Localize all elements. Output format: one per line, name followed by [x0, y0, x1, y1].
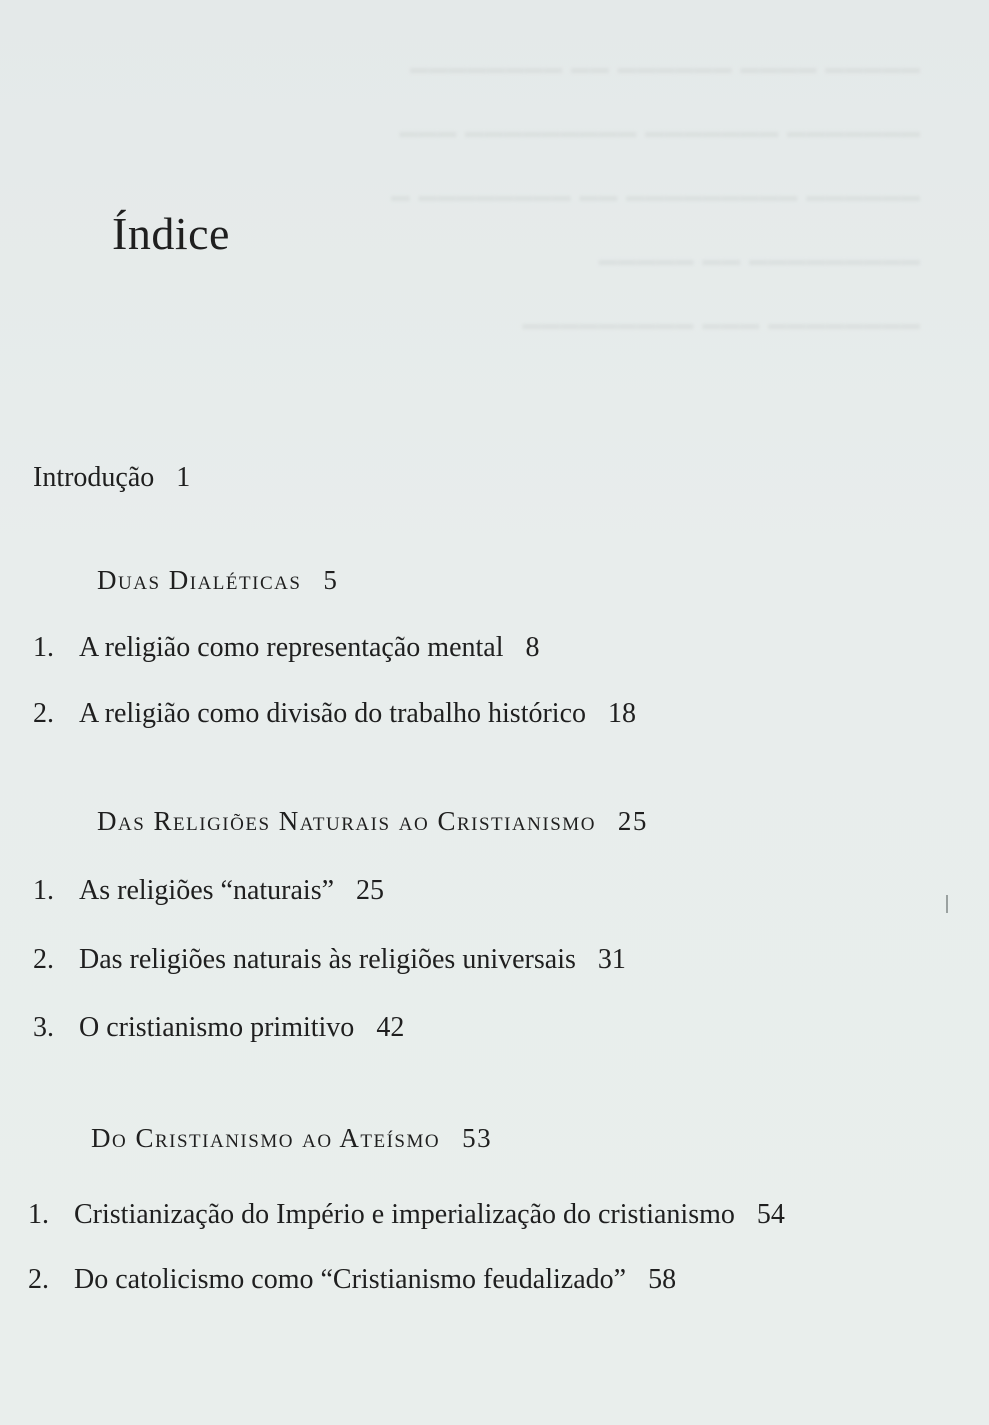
item-page: 31 [597, 944, 626, 975]
section-page: 53 [462, 1123, 493, 1153]
item-label: O cristianismo primitivo [79, 1012, 355, 1043]
item-page: 25 [356, 875, 385, 906]
item-page: 42 [376, 1012, 405, 1043]
toc-item[interactable] [33, 873, 384, 909]
section-title: Do Cristianismo ao Ateísmo [91, 1123, 441, 1153]
toc-item[interactable] [28, 1262, 676, 1298]
toc-item[interactable] [33, 1010, 404, 1046]
toc-intro-page: 1 [176, 462, 191, 493]
page-edge-mark [946, 895, 948, 913]
item-page: 8 [525, 632, 540, 663]
item-number: 2. [28, 1264, 49, 1295]
toc-item[interactable] [33, 630, 539, 666]
item-number: 1. [33, 632, 54, 663]
item-page: 18 [608, 698, 637, 729]
item-label: A religião como divisão do trabalho histórico [79, 698, 587, 729]
item-number: 1. [33, 875, 54, 906]
item-label: Das religiões naturais às religiões universais [79, 944, 576, 975]
toc-intro[interactable] [33, 460, 190, 496]
toc-item[interactable] [28, 1197, 785, 1233]
item-label: A religião como representação mental [79, 632, 504, 663]
page-title: Índice [112, 208, 230, 259]
item-number: 3. [33, 1012, 54, 1043]
item-number: 2. [33, 698, 54, 729]
toc-section-heading[interactable] [91, 1120, 492, 1156]
item-label: As religiões “naturais” [79, 875, 335, 906]
item-page: 54 [756, 1199, 785, 1230]
bleed-through-texture: ━━━━━ ━━━━ ━━━━━━ ━━ ━━━━━━━━ ━━━━━━━ ━━━━━━━ ━━━━━━━━━ ━━━ ━━━━━━ ━━━━━━━━━ ━━ ━━━━━━━━ ━ ━━━━━━━━━ ━━ ━━━━━ ━━━━━━━━ ━━━ ━━━━━━━━━ [390, 55, 920, 340]
section-title: Duas Dialéticas [97, 565, 302, 595]
item-page: 58 [648, 1264, 677, 1295]
section-page: 25 [617, 806, 648, 836]
item-number: 2. [33, 944, 54, 975]
toc-item[interactable] [33, 942, 626, 978]
toc-item[interactable] [33, 696, 636, 732]
item-label: Cristianização do Império e imperialização do cristianismo [74, 1199, 735, 1230]
toc-section-heading[interactable] [97, 803, 648, 839]
item-number: 1. [28, 1199, 49, 1230]
toc-intro-label: Introdução [33, 462, 155, 493]
item-label: Do catolicismo como “Cristianismo feudalizado” [74, 1264, 627, 1295]
toc-section-heading[interactable] [97, 562, 338, 598]
section-title: Das Religiões Naturais ao Cristianismo [97, 806, 596, 836]
section-page: 5 [323, 565, 339, 595]
